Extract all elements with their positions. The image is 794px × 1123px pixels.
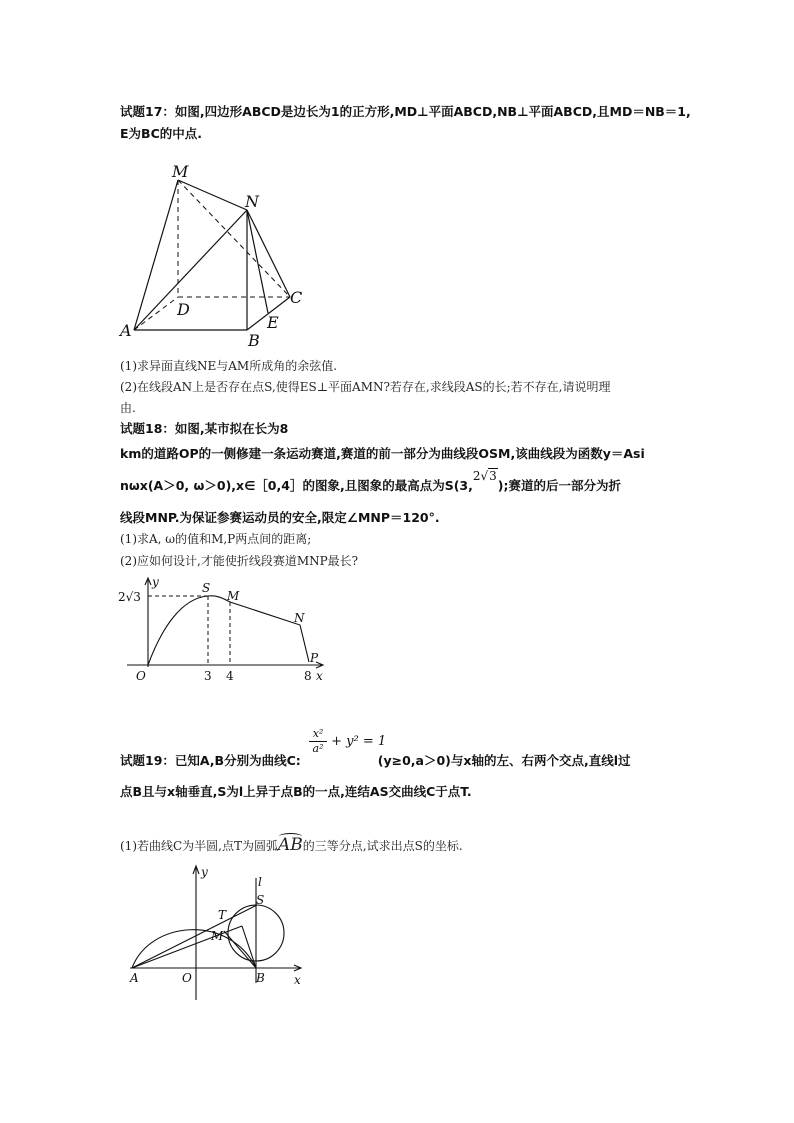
q18-label-M: M — [227, 589, 240, 603]
q17-part2-line1: (2)在线段AN上是否存在点S,使得ES⊥平面AMN?若存在,求线段AS的长;若不存在,请说明理 — [120, 380, 611, 394]
q18-part2: (2)应如何设计,才能使折线段赛道MNP最长? — [120, 554, 359, 568]
q19-label-T: T — [218, 908, 227, 922]
q18-stem-line3: nωx(A＞0, ω＞0),x∈［0,4］的图象,且图象的最高点为S(3,2√3);赛道的后一部分为折 — [120, 469, 622, 493]
q19-label: 试题19： — [120, 753, 175, 768]
q17-label-D: D — [177, 300, 190, 319]
q18-label-P: P — [310, 651, 319, 665]
q19-y-axis-label: y — [201, 865, 208, 879]
q19-arc-label: AB — [278, 835, 303, 855]
q18-part1: (1)求A, ω的值和M,P两点间的距离; — [120, 532, 312, 546]
q19-stem-line2: 点B且与x轴垂直,S为l上异于点B的一点,连结AS交曲线C于点T. — [120, 784, 472, 799]
q18-x-tick-4: 4 — [226, 669, 234, 683]
q18-x-tick-3: 3 — [204, 669, 212, 683]
q19-label-l: l — [258, 875, 262, 889]
q18-stem-line2: km的道路OP的一侧修建一条运动赛道,赛道的前一部分为曲线段OSM,该曲线段为函数y＝Asi — [120, 446, 645, 461]
q18-x-tick-8: 8 — [304, 669, 312, 683]
q19-label-B: B — [256, 971, 265, 985]
q19-part1: (1)若曲线C为半圆,点T为圆弧AB的三等分点,试求出点S的坐标. — [120, 835, 463, 855]
q19-label-M: M — [211, 929, 224, 943]
q17-label-A: A — [120, 321, 132, 340]
q19-label-O: O — [182, 971, 192, 985]
q18-x-axis-label: x — [316, 669, 323, 683]
q18-stem-line1: 试题18：如图,某市拟在长为8 — [120, 421, 289, 436]
q18-origin-label: O — [136, 669, 146, 683]
q19-label-S: S — [256, 893, 265, 907]
q17-stem-line2: E为BC的中点. — [120, 126, 202, 141]
q18-figure — [112, 572, 342, 687]
q19-stem-line1: 试题19：已知A,B分别为曲线C: (y≥0,a＞0)与x轴的左、右两个交点,直线l过 — [120, 753, 631, 768]
q19-x-axis-label: x — [294, 973, 301, 987]
q17-label-E: E — [267, 313, 279, 332]
q18-label-N: N — [294, 611, 305, 625]
q18-label-S: S — [202, 581, 211, 595]
q18-stem-line4: 线段MNP.为保证参赛运动员的安全,限定∠MNP＝120°. — [120, 510, 440, 525]
q17-figure — [110, 160, 320, 355]
q18-sqrt: 2√3 — [472, 469, 497, 483]
q17-part1: (1)求异面直线NE与AM所成角的余弦值. — [120, 359, 338, 373]
q17-label-B: B — [248, 331, 260, 350]
q19-label-A: A — [130, 971, 139, 985]
q17-label-N: N — [245, 192, 259, 211]
q19-formula: $\frac{\text{x²}}{\text{a²}}$ + y² = 1 — [309, 727, 386, 756]
q17-label: 试题17： — [120, 104, 175, 119]
q18-y-axis-label: y — [152, 575, 159, 589]
q17-stem-line1: 试题17：如图,四边形ABCD是边长为1的正方形,MD⊥平面ABCD,NB⊥平面ABCD,且MD＝NB＝1, — [120, 104, 691, 119]
q18-y-tick: 2√3 — [118, 590, 141, 604]
q17-label-C: C — [290, 288, 303, 307]
q17-label-M: M — [172, 162, 189, 181]
q17-part2-line2: 由. — [120, 401, 136, 415]
q19-figure — [120, 858, 320, 1008]
q18-label: 试题18： — [120, 421, 175, 436]
